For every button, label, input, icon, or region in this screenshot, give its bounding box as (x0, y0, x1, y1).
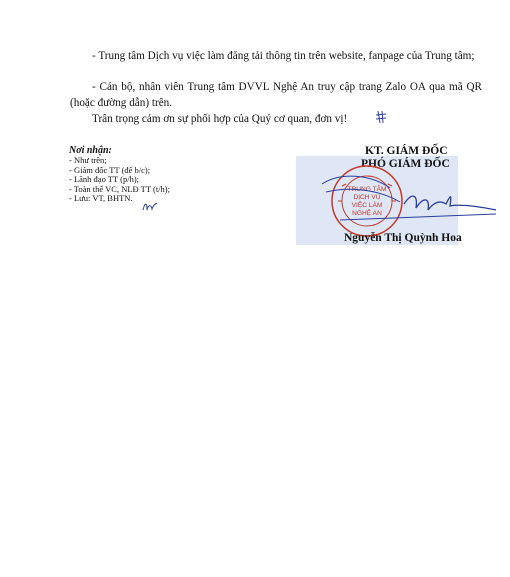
signer-title-2: PHÓ GIÁM ĐỐC (361, 158, 450, 170)
seal-text-line: VIỆC LÀM (351, 202, 383, 209)
recipient-item: - Giám đốc TT (để b/c); (69, 164, 151, 175)
initial-mark-icon (375, 110, 387, 124)
seal-text-line: DỊCH VỤ (353, 194, 381, 201)
recipient-item: - Lưu: VT, BHTN. (69, 193, 133, 204)
signer-title-1: KT. GIÁM ĐỐC (365, 145, 448, 157)
signature-block (300, 144, 510, 254)
recipients-block (69, 145, 249, 204)
seal-text-line: NGHỆ AN (352, 210, 382, 217)
paragraph-website-post: - Trung tâm Dịch vụ việc làm đăng tải thông tin trên website, fanpage của Trung tâm; (92, 50, 475, 62)
recipient-item: - Toàn thể VC, NLĐ TT (t/h); (69, 183, 171, 194)
recipients-list (69, 156, 249, 204)
filing-initial-icon (141, 200, 159, 214)
seal-text-line: TRUNG TÂM (347, 186, 387, 193)
paragraph-thanks: Trân trọng cảm ơn sự phối hợp của Quý cơ quan, đơn vị! (92, 113, 348, 125)
recipient-item: - Lãnh đạo TT (p/h); (69, 174, 140, 185)
recipients-heading: Nơi nhận: (69, 145, 112, 156)
recipient-item: - Như trên; (69, 155, 107, 165)
paragraph-zalo-access: - Cán bộ, nhân viên Trung tâm DVVL Nghệ An truy cập trang Zalo OA qua mã QR (hoặc đường dẫn) trên. (70, 81, 482, 109)
signer-name: Nguyễn Thị Quỳnh Hoa (344, 232, 462, 244)
